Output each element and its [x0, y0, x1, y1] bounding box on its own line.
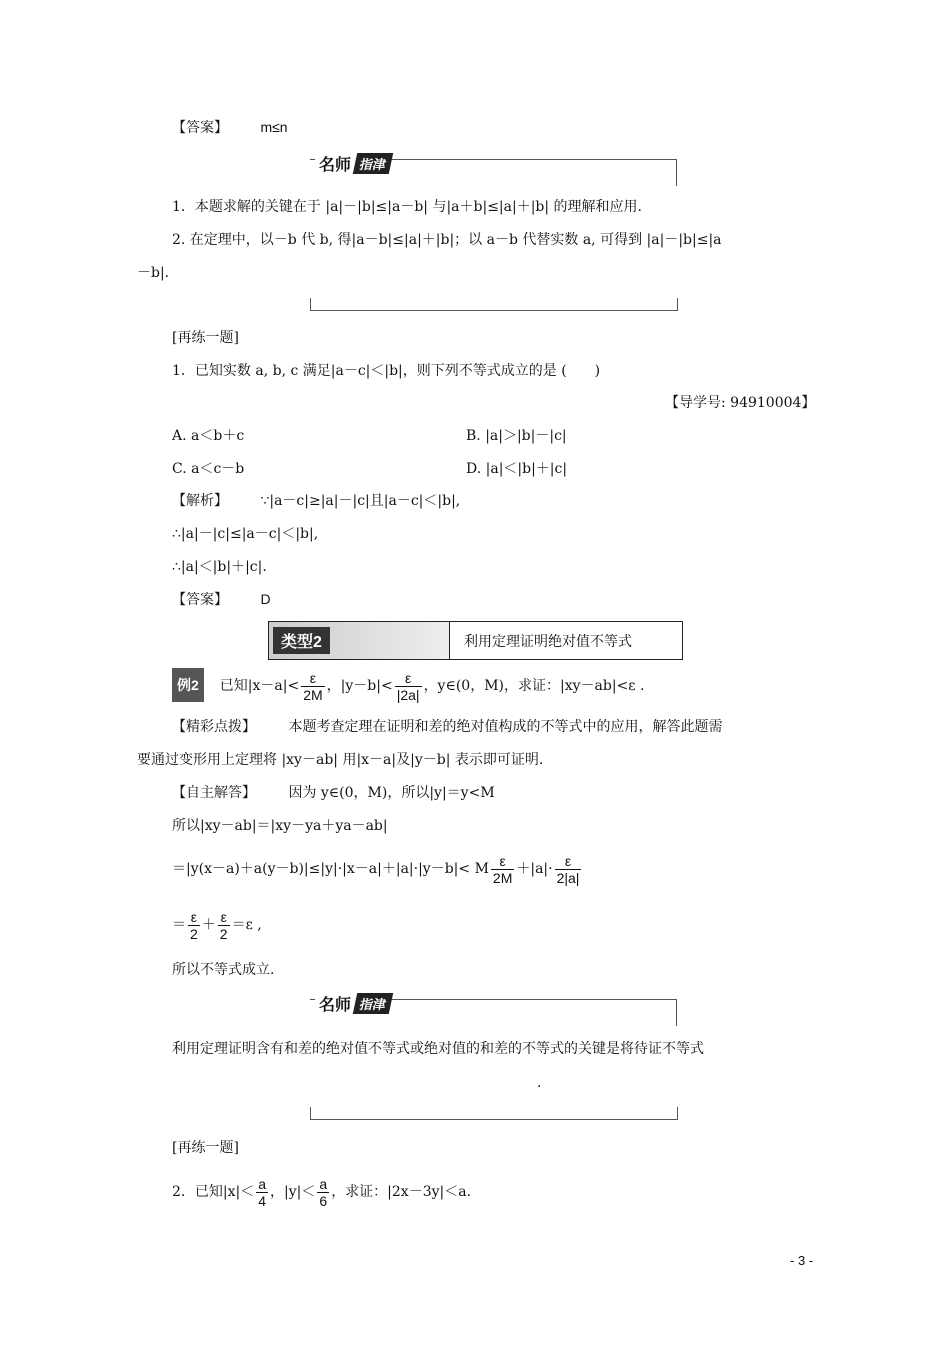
jingcai-line2: 要通过变形用上定理将 |xy－ab| 用|x－a|及|y－b| 表示即可证明. — [137, 752, 544, 768]
example2 — [172, 668, 644, 703]
analysis-line2: ∴|a|－|c|≤|a－c|＜|b|, — [172, 526, 319, 542]
numerator: ε — [395, 670, 422, 687]
type2-header — [268, 621, 683, 660]
type2-label-cell — [269, 622, 449, 659]
solution-text1: 因为 y∈(0，M)，所以|y|＝y<M — [288, 785, 495, 801]
denominator: 2 — [190, 925, 198, 942]
option-d: D. |a|＜|b|＋|c| — [466, 461, 568, 477]
numerator: ε — [491, 853, 514, 870]
example-icon: 例2 — [172, 668, 204, 702]
denominator: 4 — [258, 1192, 267, 1209]
option-a: A. a＜b＋c — [172, 428, 245, 444]
denominator: |2a| — [396, 686, 420, 703]
solution-line4-post: ＝ε , — [231, 917, 262, 933]
tips2-tag — [315, 990, 391, 1016]
practice2-header: [再练一题] — [172, 1140, 239, 1156]
denominator: 6 — [319, 1192, 328, 1209]
practice1-question: 1．已知实数 a, b, c 满足|a－c|＜|b|，则下列不等式成立的是 ( ) — [172, 363, 601, 379]
numerator: ε — [301, 670, 324, 687]
practice2-post: ，求证：|2x－3y|＜a. — [331, 1184, 472, 1200]
example2-mid: ，|y－b|< — [326, 678, 393, 694]
jingcai-label: 【精彩点拨】 — [172, 719, 256, 735]
type2-label: 类型2 — [273, 627, 330, 654]
tips-tag-badge: 指津 — [353, 153, 393, 174]
denominator: 2M — [492, 869, 513, 886]
analysis-line3: ∴|a|＜|b|＋|c|. — [172, 559, 267, 575]
tips1-para1: 1．本题求解的关键在于 |a|－|b|≤|a－b| 与|a＋b|≤|a|＋|b| 的理解和应用. — [172, 199, 643, 215]
denominator: 2M — [303, 686, 323, 703]
numerator: ε — [555, 853, 582, 870]
solution-line3 — [172, 851, 583, 887]
answer2-line — [172, 589, 271, 610]
tips-box-bottom — [310, 298, 678, 311]
practice2-mid: ，|y|＜ — [270, 1184, 316, 1200]
numerator: ε — [188, 909, 200, 926]
answer-line — [172, 117, 288, 138]
tips2-box-bottom — [310, 1107, 678, 1120]
fraction — [555, 853, 582, 886]
solution-line3-b: ＋|a|· — [516, 861, 553, 877]
fraction — [317, 1176, 329, 1209]
tips-tag-word: 名师 — [319, 156, 352, 174]
jingcai-line1 — [172, 717, 722, 737]
analysis-text1: ∵|a－c|≥|a|－|c|且|a－c|＜|b|, — [260, 493, 461, 509]
tips2-tag-badge: 指津 — [353, 993, 393, 1014]
numerator: ε — [218, 909, 230, 926]
page-number: - 3 - — [790, 1253, 814, 1268]
solution-line4-pre: ＝ — [172, 917, 186, 933]
solution-line2: 所以|xy－ab|＝|xy－ya＋ya－ab| — [172, 818, 388, 834]
tips2-tag-word: 名师 — [319, 996, 352, 1014]
denominator: 2|a| — [556, 869, 580, 886]
tips1-para2-cont: －b|. — [137, 265, 170, 281]
practice2-question — [172, 1174, 471, 1210]
solution-line4 — [172, 907, 262, 943]
example2-post: ，y∈(0，M)，求证：|xy－ab|<ε . — [423, 678, 645, 694]
numerator: a — [319, 1175, 328, 1192]
answer2-label: 【答案】 — [172, 592, 228, 608]
example2-pre: 已知|x－a|< — [219, 678, 300, 694]
option-b: B. |a|＞|b|－|c| — [466, 428, 567, 444]
tips2-para2: . — [537, 1075, 542, 1091]
fraction — [491, 853, 514, 886]
analysis-label: 【解析】 — [172, 493, 228, 509]
jingcai-text1: 本题考查定理在证明和差的绝对值构成的不等式中的应用，解答此题需 — [288, 719, 723, 735]
tips1-para2: 2. 在定理中，以－b 代 b, 得|a－b|≤|a|＋|b|；以 a－b 代替实数 a, 可得到 |a|－|b|≤|a — [172, 232, 722, 248]
practice1-header: [再练一题] — [172, 330, 239, 346]
solution-label: 【自主解答】 — [172, 785, 256, 801]
fraction — [395, 670, 422, 703]
fraction — [218, 909, 230, 942]
answer-text: m≤n — [260, 119, 288, 135]
solution-line5: 所以不等式成立. — [172, 962, 275, 978]
analysis-line1 — [172, 491, 460, 511]
solution-line3-a: ＝|y(x－a)＋a(y－b)|≤|y|·|x－a|＋|a|·|y－b|< M — [172, 861, 489, 877]
fraction — [188, 909, 200, 942]
type2-title: 利用定理证明绝对值不等式 — [449, 622, 632, 659]
answer2-text: D — [260, 591, 271, 607]
option-c: C. a＜c－b — [172, 461, 245, 477]
guide-number: 【导学号: 94910004】 — [665, 395, 816, 411]
fraction — [256, 1176, 268, 1209]
solution-line4-mid: ＋ — [201, 917, 216, 933]
numerator: a — [258, 1175, 267, 1192]
fraction — [301, 670, 324, 703]
denominator: 2 — [219, 925, 228, 942]
answer-label: 【答案】 — [172, 120, 228, 136]
solution-line1 — [172, 783, 495, 803]
practice2-pre: 2．已知|x|＜ — [172, 1184, 255, 1200]
tips2-para1: 利用定理证明含有和差的绝对值不等式或绝对值的和差的不等式的关键是将待证不等式 — [172, 1041, 704, 1057]
tips-tag — [315, 150, 391, 176]
